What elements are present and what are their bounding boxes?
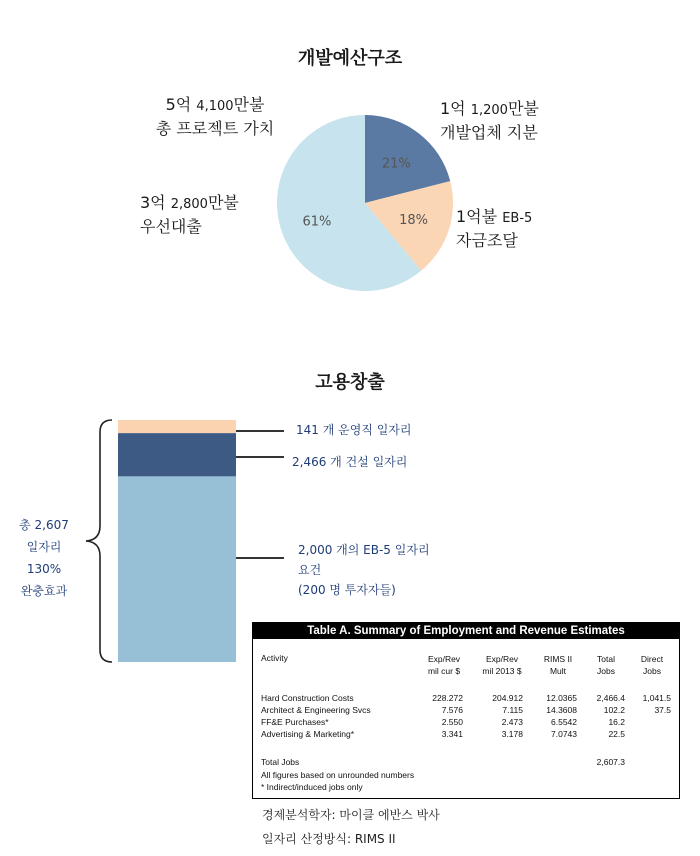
jobs-stacked-bar: [118, 420, 236, 662]
developer-amount-c: 만불: [507, 99, 539, 118]
jobs-title: 고용창출: [315, 372, 385, 393]
senior-loan-label: [140, 192, 260, 238]
pie-slice-label: 18%: [399, 212, 428, 228]
summary-table: [252, 622, 680, 799]
brace-line4: 완충효과: [20, 584, 68, 598]
senior-desc: 우선대출: [140, 217, 202, 236]
row-direct: 37.5: [654, 705, 671, 715]
bar-segment: [118, 476, 236, 662]
row-exp2: 204.912: [492, 693, 523, 703]
brace-line2: 일자리: [26, 540, 62, 554]
row-mult: 14.3608: [546, 705, 577, 715]
developer-amount-a: 1억: [440, 99, 471, 118]
row-activity: Hard Construction Costs: [261, 693, 354, 703]
header-total: [587, 653, 625, 677]
brace-total-label: [8, 514, 80, 602]
leader-line-construction: [236, 456, 284, 458]
economist-credit: 경제분석학자: 마이클 에반스 박사: [262, 808, 440, 822]
budget-title: 개발예산구조: [297, 48, 403, 69]
header-total-b: Jobs: [597, 666, 615, 676]
senior-amount-a: 3억: [140, 193, 171, 212]
bar-segment: [118, 420, 236, 433]
row-mult: 12.0365: [546, 693, 577, 703]
leader-line-eb5: [236, 557, 284, 559]
header-direct: [633, 653, 671, 677]
eb5-jobs-line1: 2,000 개의 EB-5 일자리: [298, 543, 430, 557]
senior-amount-c: 만불: [207, 193, 239, 212]
row-total: 2,466.4: [596, 693, 625, 703]
table-note-2: * Indirect/induced jobs only: [261, 782, 363, 792]
eb5-amount-a: 1억불: [456, 207, 503, 226]
row-total: 16.2: [608, 717, 625, 727]
curly-brace: [82, 418, 118, 664]
total-jobs-label: Total Jobs: [261, 757, 300, 767]
total-amount-c: 만불: [233, 95, 265, 114]
header-exp1-b: mil cur $: [427, 666, 461, 676]
brace-line3: 130%: [26, 562, 62, 576]
table-note-1: All figures based on unrounded numbers: [261, 770, 415, 780]
header-exp1: [419, 653, 469, 677]
header-exp2-b: mil 2013 $: [482, 666, 522, 676]
senior-amount-b: 2,800: [170, 197, 208, 212]
bar-segment: [118, 433, 236, 476]
header-direct-a: Direct: [640, 654, 664, 664]
job-calc-method: 일자리 산정방식: RIMS II: [262, 832, 396, 846]
total-amount-b: 4,100: [196, 99, 234, 114]
budget-pie-chart: [270, 108, 460, 298]
eb5-amount-b: EB-5: [502, 211, 533, 226]
header-rims-b: Mult: [549, 666, 567, 676]
eb5-jobs-line2: 요건: [298, 563, 322, 577]
row-exp1: 228.272: [432, 693, 463, 703]
row-total: 22.5: [608, 729, 625, 739]
ops-jobs-label: 141 개 운영직 일자리: [296, 423, 412, 437]
row-exp2: 2.473: [501, 717, 523, 727]
eb5-funding-label: [456, 206, 576, 252]
header-rims: [535, 653, 581, 677]
row-exp2: 7.115: [502, 705, 523, 715]
header-rims-a: RIMS II: [543, 654, 573, 664]
row-exp1: 7.576: [441, 705, 463, 715]
row-mult: 6.5542: [551, 717, 577, 727]
header-exp2: [475, 653, 529, 677]
developer-desc: 개발업체 지분: [440, 123, 538, 142]
total-desc: 총 프로젝트 가치: [155, 119, 275, 138]
table-title: Table A. Summary of Employment and Revenue Estimates: [253, 623, 679, 639]
row-activity: Architect & Engineering Svcs: [261, 705, 371, 715]
row-activity: FF&E Purchases*: [261, 717, 329, 727]
header-total-a: Total: [597, 654, 615, 664]
row-exp1: 3.341: [441, 729, 463, 739]
row-activity: Advertising & Marketing*: [261, 729, 355, 739]
pie-slice-label: 21%: [381, 156, 411, 172]
pie-slice-label: 61%: [302, 214, 332, 230]
total-amount-a: 5억: [165, 95, 197, 114]
total-jobs-value: 2,607.3: [596, 757, 625, 767]
total-value-label: [145, 94, 285, 140]
row-exp2: 3.178: [501, 729, 523, 739]
eb5-jobs-line3: (200 명 투자자들): [298, 583, 396, 597]
header-activity: Activity: [261, 653, 288, 663]
row-direct: 1,041.5: [642, 693, 671, 703]
construction-jobs-label: 2,466 개 건설 일자리: [292, 455, 408, 469]
leader-line-ops: [236, 430, 284, 432]
header-exp1-a: Exp/Rev: [427, 654, 461, 664]
eb5-desc: 자금조달: [456, 231, 518, 250]
row-mult: 7.0743: [551, 729, 577, 739]
row-total: 102.2: [603, 705, 625, 715]
header-direct-b: Jobs: [643, 666, 661, 676]
eb5-jobs-label: [298, 540, 498, 597]
developer-equity-label: [440, 98, 580, 144]
developer-amount-b: 1,200: [470, 103, 508, 118]
row-exp1: 2.550: [441, 717, 463, 727]
header-exp2-a: Exp/Rev: [485, 654, 519, 664]
brace-line1: 총 2,607: [19, 518, 69, 532]
